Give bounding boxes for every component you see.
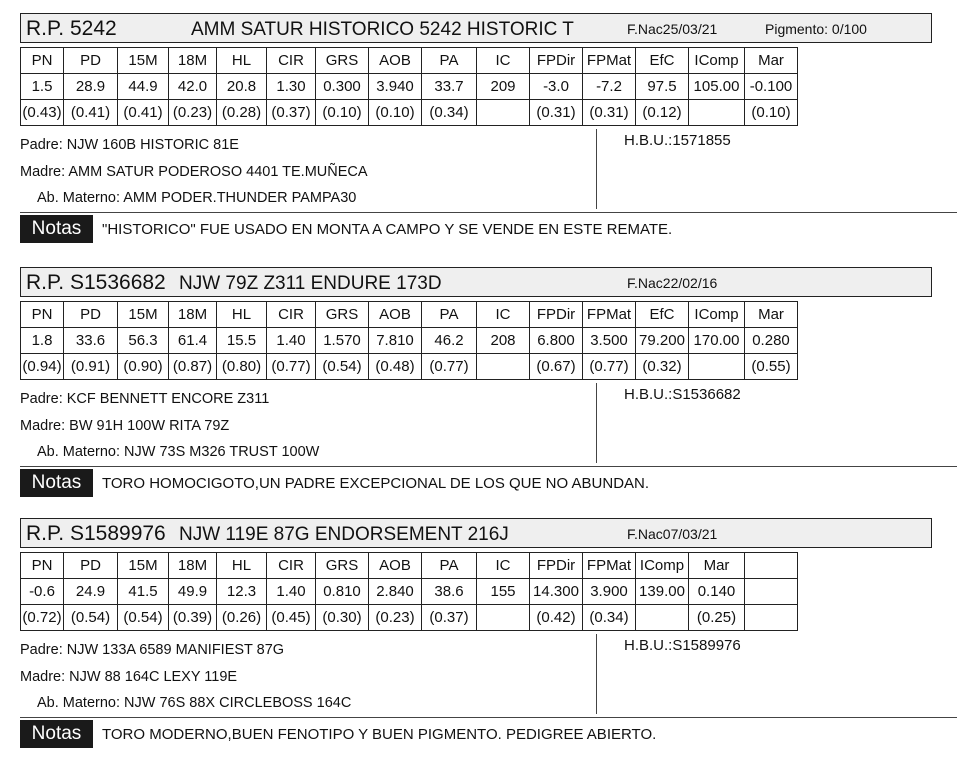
notes-label: Notas — [20, 469, 93, 497]
epd-table — [20, 552, 798, 631]
epd-value: 1.8 — [21, 328, 64, 354]
epd-column-header: FPMat — [583, 48, 636, 74]
epd-accuracy — [689, 100, 745, 126]
epd-column-header: AOB — [369, 48, 422, 74]
notes-text: "HISTORICO" FUE USADO EN MONTA A CAMPO Y SE VENDE EN ESTE REMATE. — [102, 221, 673, 238]
epd-accuracy: (0.77) — [267, 354, 316, 380]
epd-accuracy: (0.12) — [636, 100, 689, 126]
divider-horizontal — [20, 717, 957, 718]
epd-column-header: FPMat — [583, 302, 636, 328]
epd-accuracy: (0.55) — [745, 354, 798, 380]
epd-accuracy: (0.54) — [316, 354, 369, 380]
notes-label: Notas — [20, 215, 93, 243]
epd-accuracy: (0.48) — [369, 354, 422, 380]
epd-value: 12.3 — [217, 579, 267, 605]
sire-line: Padre: NJW 133A 6589 MANIFIEST 87G — [20, 642, 285, 658]
epd-value: 155 — [477, 579, 530, 605]
epd-header-row — [21, 302, 798, 328]
epd-value: 49.9 — [169, 579, 217, 605]
animal-record — [20, 518, 932, 768]
epd-accuracy — [689, 354, 745, 380]
epd-column-header: FPDir — [530, 48, 583, 74]
epd-value: 0.140 — [689, 579, 745, 605]
epd-accuracy: (0.41) — [64, 100, 118, 126]
epd-header-row — [21, 553, 798, 579]
epd-value: 38.6 — [422, 579, 477, 605]
herdbook-number: H.B.U.:1571855 — [624, 132, 731, 149]
epd-value: 209 — [477, 74, 530, 100]
maternal-grandsire-line: Ab. Materno: AMM PODER.THUNDER PAMPA30 — [37, 190, 357, 206]
epd-column-header: IC — [477, 553, 530, 579]
epd-accuracy: (0.67) — [530, 354, 583, 380]
epd-accuracy — [477, 354, 530, 380]
epd-accuracy — [745, 605, 798, 631]
animal-record — [20, 267, 932, 517]
epd-column-header: PN — [21, 302, 64, 328]
epd-accuracy: (0.80) — [217, 354, 267, 380]
epd-table — [20, 47, 798, 126]
epd-column-header: CIR — [267, 302, 316, 328]
divider-vertical — [596, 383, 597, 463]
epd-column-header: HL — [217, 302, 267, 328]
epd-column-header: FPDir — [530, 553, 583, 579]
epd-value: -0.6 — [21, 579, 64, 605]
epd-accuracy: (0.77) — [583, 354, 636, 380]
dam-line: Madre: BW 91H 100W RITA 79Z — [20, 418, 230, 434]
epd-accuracy: (0.10) — [316, 100, 369, 126]
epd-value: 46.2 — [422, 328, 477, 354]
epd-value: 15.5 — [217, 328, 267, 354]
epd-column-header: PA — [422, 48, 477, 74]
epd-accuracy: (0.23) — [169, 100, 217, 126]
divider-vertical — [596, 634, 597, 714]
epd-value: 79.200 — [636, 328, 689, 354]
epd-column-header: AOB — [369, 553, 422, 579]
epd-accuracy — [636, 605, 689, 631]
epd-column-header — [745, 553, 798, 579]
divider-horizontal — [20, 466, 957, 467]
epd-accuracy: (0.72) — [21, 605, 64, 631]
divider-horizontal — [20, 212, 957, 213]
epd-value: 3.940 — [369, 74, 422, 100]
animal-record — [20, 13, 932, 263]
epd-column-header: PA — [422, 302, 477, 328]
epd-accuracy-row — [21, 354, 798, 380]
epd-accuracy: (0.34) — [422, 100, 477, 126]
epd-value: 61.4 — [169, 328, 217, 354]
epd-accuracy: (0.54) — [64, 605, 118, 631]
epd-column-header: IC — [477, 48, 530, 74]
epd-accuracy: (0.42) — [530, 605, 583, 631]
epd-value: 41.5 — [118, 579, 169, 605]
epd-column-header: Mar — [745, 302, 798, 328]
pigment-value: Pigmento: 0/100 — [765, 21, 867, 37]
epd-column-header: 15M — [118, 553, 169, 579]
epd-value: 0.300 — [316, 74, 369, 100]
epd-header-row — [21, 48, 798, 74]
epd-accuracy-row — [21, 100, 798, 126]
epd-value: -7.2 — [583, 74, 636, 100]
animal-name: AMM SATUR HISTORICO 5242 HISTORIC T — [191, 19, 574, 40]
epd-column-header: IComp — [689, 302, 745, 328]
registration-number: R.P. S1589976 — [26, 522, 166, 545]
epd-accuracy: (0.26) — [217, 605, 267, 631]
epd-column-header: GRS — [316, 553, 369, 579]
epd-value: 1.5 — [21, 74, 64, 100]
epd-value: 33.7 — [422, 74, 477, 100]
birth-date: F.Nac25/03/21 — [627, 21, 718, 37]
epd-value: 44.9 — [118, 74, 169, 100]
epd-accuracy: (0.37) — [422, 605, 477, 631]
epd-accuracy: (0.34) — [583, 605, 636, 631]
epd-column-header: PN — [21, 553, 64, 579]
epd-value: 105.00 — [689, 74, 745, 100]
herdbook-number: H.B.U.:S1589976 — [624, 637, 741, 654]
epd-value: 28.9 — [64, 74, 118, 100]
notes-label: Notas — [20, 720, 93, 748]
epd-column-header: HL — [217, 553, 267, 579]
epd-accuracy — [477, 100, 530, 126]
record-header — [20, 267, 932, 297]
epd-value: 3.900 — [583, 579, 636, 605]
animal-name: NJW 79Z Z311 ENDURE 173D — [179, 273, 442, 294]
epd-column-header: EfC — [636, 302, 689, 328]
epd-column-header: PD — [64, 553, 118, 579]
sire-line: Padre: KCF BENNETT ENCORE Z311 — [20, 391, 270, 407]
epd-value — [745, 579, 798, 605]
epd-accuracy: (0.41) — [118, 100, 169, 126]
epd-value: 24.9 — [64, 579, 118, 605]
epd-accuracy: (0.77) — [422, 354, 477, 380]
epd-column-header: GRS — [316, 48, 369, 74]
dam-line: Madre: AMM SATUR PODEROSO 4401 TE.MUÑECA — [20, 164, 368, 180]
epd-value: -0.100 — [745, 74, 798, 100]
epd-column-header: IComp — [636, 553, 689, 579]
epd-column-header: CIR — [267, 48, 316, 74]
epd-accuracy: (0.28) — [217, 100, 267, 126]
epd-accuracy: (0.10) — [745, 100, 798, 126]
herdbook-number: H.B.U.:S1536682 — [624, 386, 741, 403]
epd-value: 1.40 — [267, 579, 316, 605]
epd-accuracy — [477, 605, 530, 631]
epd-column-header: 18M — [169, 48, 217, 74]
epd-accuracy-row — [21, 605, 798, 631]
epd-accuracy: (0.45) — [267, 605, 316, 631]
epd-accuracy: (0.90) — [118, 354, 169, 380]
epd-value: 7.810 — [369, 328, 422, 354]
epd-accuracy: (0.87) — [169, 354, 217, 380]
birth-date: F.Nac22/02/16 — [627, 275, 718, 291]
maternal-grandsire-line: Ab. Materno: NJW 76S 88X CIRCLEBOSS 164C — [37, 695, 352, 711]
epd-column-header: 18M — [169, 302, 217, 328]
epd-column-header: PN — [21, 48, 64, 74]
epd-value: 6.800 — [530, 328, 583, 354]
epd-column-header: Mar — [689, 553, 745, 579]
epd-column-header: FPMat — [583, 553, 636, 579]
epd-accuracy: (0.37) — [267, 100, 316, 126]
epd-value: 14.300 — [530, 579, 583, 605]
epd-accuracy: (0.91) — [64, 354, 118, 380]
epd-column-header: EfC — [636, 48, 689, 74]
epd-value: 170.00 — [689, 328, 745, 354]
epd-value: 33.6 — [64, 328, 118, 354]
epd-accuracy: (0.31) — [583, 100, 636, 126]
record-header — [20, 13, 932, 43]
epd-value: 42.0 — [169, 74, 217, 100]
epd-accuracy: (0.23) — [369, 605, 422, 631]
epd-accuracy: (0.39) — [169, 605, 217, 631]
registration-number: R.P. 5242 — [26, 17, 117, 40]
epd-column-header: 15M — [118, 302, 169, 328]
epd-column-header: Mar — [745, 48, 798, 74]
epd-accuracy: (0.25) — [689, 605, 745, 631]
notes-text: TORO MODERNO,BUEN FENOTIPO Y BUEN PIGMENTO. PEDIGREE ABIERTO. — [102, 726, 657, 743]
epd-value: 1.30 — [267, 74, 316, 100]
epd-value: 208 — [477, 328, 530, 354]
sire-line: Padre: NJW 160B HISTORIC 81E — [20, 137, 239, 153]
epd-accuracy: (0.30) — [316, 605, 369, 631]
epd-value: 1.570 — [316, 328, 369, 354]
epd-column-header: PD — [64, 48, 118, 74]
epd-column-header: GRS — [316, 302, 369, 328]
epd-value-row — [21, 74, 798, 100]
record-header — [20, 518, 932, 548]
epd-value: 139.00 — [636, 579, 689, 605]
epd-value: 20.8 — [217, 74, 267, 100]
registration-number: R.P. S1536682 — [26, 271, 166, 294]
epd-column-header: 18M — [169, 553, 217, 579]
epd-accuracy: (0.32) — [636, 354, 689, 380]
epd-value: 97.5 — [636, 74, 689, 100]
epd-column-header: FPDir — [530, 302, 583, 328]
epd-accuracy: (0.54) — [118, 605, 169, 631]
epd-column-header: PA — [422, 553, 477, 579]
epd-accuracy: (0.31) — [530, 100, 583, 126]
epd-value-row — [21, 579, 798, 605]
epd-value: 0.280 — [745, 328, 798, 354]
epd-column-header: IC — [477, 302, 530, 328]
epd-value-row — [21, 328, 798, 354]
divider-vertical — [596, 129, 597, 209]
epd-value: 1.40 — [267, 328, 316, 354]
epd-value: 0.810 — [316, 579, 369, 605]
epd-column-header: HL — [217, 48, 267, 74]
dam-line: Madre: NJW 88 164C LEXY 119E — [20, 669, 238, 685]
animal-name: NJW 119E 87G ENDORSEMENT 216J — [179, 524, 509, 545]
epd-accuracy: (0.94) — [21, 354, 64, 380]
epd-column-header: AOB — [369, 302, 422, 328]
notes-text: TORO HOMOCIGOTO,UN PADRE EXCEPCIONAL DE LOS QUE NO ABUNDAN. — [102, 475, 650, 492]
epd-value: -3.0 — [530, 74, 583, 100]
epd-column-header: IComp — [689, 48, 745, 74]
epd-value: 3.500 — [583, 328, 636, 354]
epd-column-header: PD — [64, 302, 118, 328]
birth-date: F.Nac07/03/21 — [627, 526, 718, 542]
epd-column-header: 15M — [118, 48, 169, 74]
epd-column-header: CIR — [267, 553, 316, 579]
epd-value: 56.3 — [118, 328, 169, 354]
epd-value: 2.840 — [369, 579, 422, 605]
epd-accuracy: (0.10) — [369, 100, 422, 126]
epd-table — [20, 301, 798, 380]
epd-accuracy: (0.43) — [21, 100, 64, 126]
maternal-grandsire-line: Ab. Materno: NJW 73S M326 TRUST 100W — [37, 444, 320, 460]
